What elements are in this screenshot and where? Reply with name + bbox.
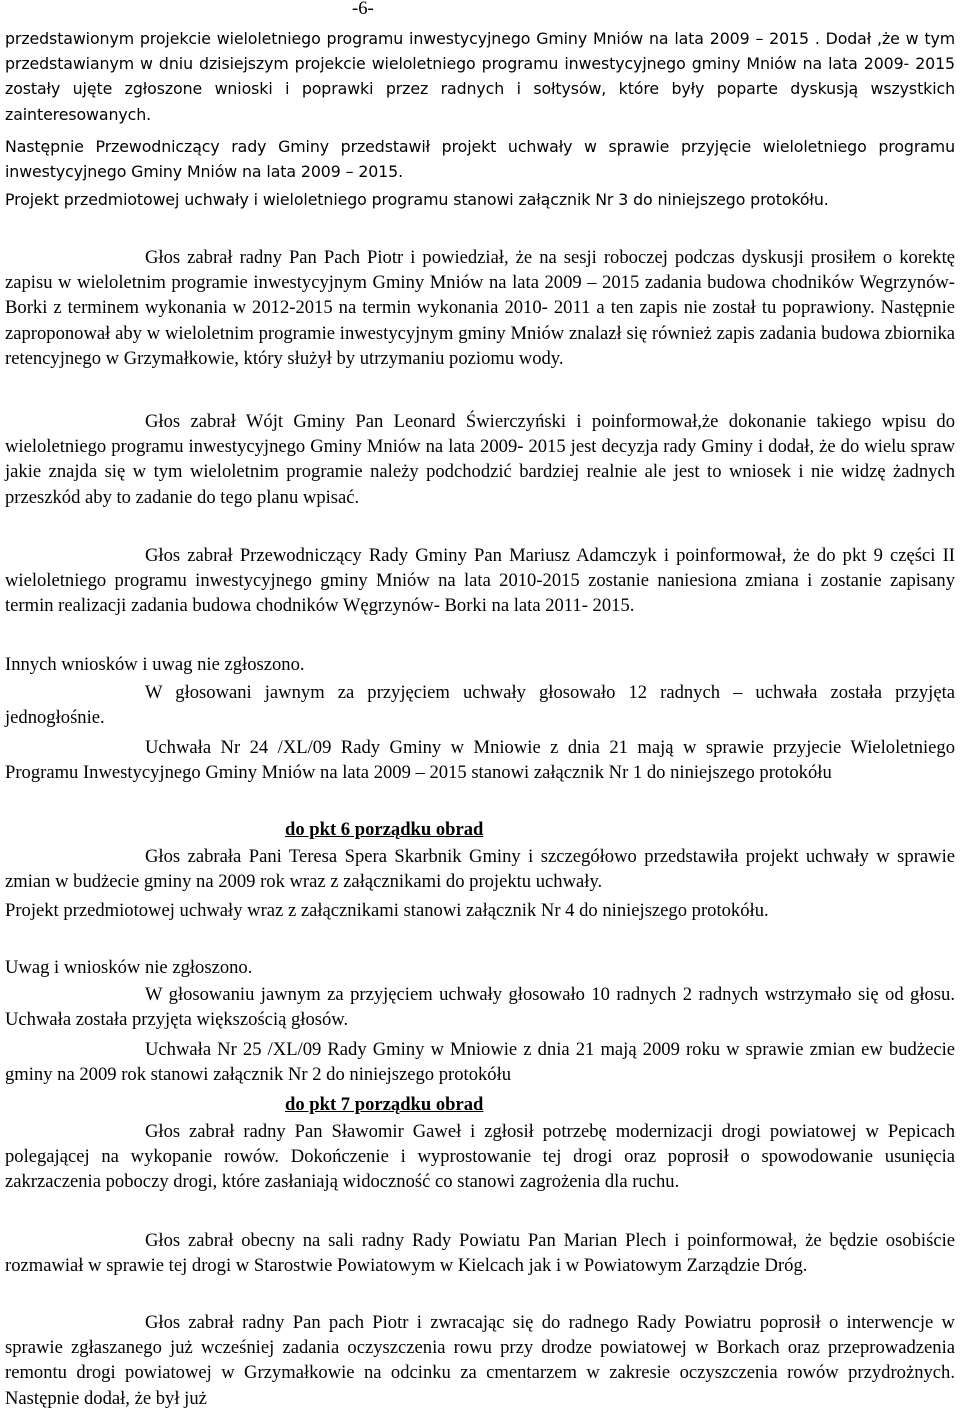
paragraph-text: przedstawionym projekcie wieloletniego programu inwestycyjnego Gminy Mniów na lata 2009 – 2015 . Dodał ,że w tym przedstawianym w dniu dzisiejszym projekcie wieloletniego programu inwestycyjnego gminy Mniów na lata 2009- 2015 zostały ujęte zgłoszone wnioski i poprawki przez radnych i sołtysów, które były poparte dyskusją wszystkich zainteresowanych. bbox=[5, 29, 955, 124]
paragraph-text: Głos zabrał radny Pan pach Piotr i zwracając się do radnego Rady Powiatru poprosił o interwencje w sprawie zgłaszanego już wcześniej zadania oczyszczenia rowu przy drodze powiatowej w Borkach oraz przeprowadzenia remontu drogi powiatowej w Grzymałkowie na odcinku za cmentarzem w zakresie oczyszczenia rowów przydrożnych. Następnie dodał, że był już bbox=[5, 1312, 955, 1409]
paragraph bbox=[5, 735, 955, 785]
paragraph-text: Uwag i wniosków nie zgłoszono. bbox=[5, 957, 253, 978]
paragraph bbox=[5, 245, 955, 371]
section-heading: do pkt 7 porządku obrad bbox=[285, 1094, 484, 1115]
paragraph bbox=[5, 134, 955, 184]
paragraph-text: W głosowani jawnym za przyjęciem uchwały głosowało 12 radnych – uchwała została przyjęta jednogłośnie. bbox=[5, 682, 955, 729]
paragraph-text: Uchwała Nr 24 /XL/09 Rady Gminy w Mniowie z dnia 21 mają w sprawie przyjecie Wieloletniego Programu Inwestycyjnego Gminy Mniów na lata 2009 – 2015 stanowi załącznik Nr 1 do niniejszego protokółu bbox=[5, 737, 955, 784]
paragraph-text: Głos zabrał obecny na sali radny Rady Powiatu Pan Marian Plech i poinformował, że będzie osobiście rozmawiał w sprawie tej drogi w Starostwie Powiatowym w Kielcach jak i w Powiatowym Zarządzie Dróg. bbox=[5, 1230, 955, 1277]
paragraph-text: Głos zabrał Przewodniczący Rady Gminy Pan Mariusz Adamczyk i poinformował, że do pkt 9 części II wieloletniego programu inwestycyjnego gminy Mniów na lata 2010-2015 zostanie naniesiona zmiana i zostanie zapisany termin realizacji zadania budowa chodników Węgrzynów- Borki na lata 2011- 2015. bbox=[5, 545, 955, 617]
section-heading: do pkt 6 porządku obrad bbox=[285, 819, 484, 840]
paragraph bbox=[5, 1119, 955, 1195]
paragraph bbox=[5, 1310, 955, 1411]
paragraph bbox=[5, 652, 955, 677]
paragraph bbox=[5, 982, 955, 1032]
paragraph bbox=[5, 26, 955, 127]
paragraph bbox=[5, 680, 955, 730]
paragraph-text: Uchwała Nr 25 /XL/09 Rady Gminy w Mniowie z dnia 21 mają 2009 roku w sprawie zmian ew budżecie gminy na 2009 rok stanowi załącznik Nr 2 do niniejszego protokółu bbox=[5, 1039, 955, 1086]
paragraph-text: Projekt przedmiotowej uchwały wraz z załącznikami stanowi załącznik Nr 4 do niniejszego protokółu. bbox=[5, 900, 769, 921]
paragraph-text: Głos zabrał radny Pan Sławomir Gaweł i zgłosił potrzebę modernizacji drogi powiatowej w Pepicach polegającej na wykopanie rowów. Dokończenie i wyprostowanie tej drogi oraz poprosił o spowodowanie usunięcia zakrzaczenia poboczy drogi, które zasłaniają widoczność co stanowi zagrożenia dla ruchu. bbox=[5, 1121, 955, 1193]
paragraph bbox=[5, 1228, 955, 1278]
paragraph-text: Głos zabrał Wójt Gminy Pan Leonard Świerczyński i poinformował,że dokonanie takiego wpisu do wieloletniego programu inwestycyjnego Gminy Mniów na lata 2009- 2015 jest decyzja rady Gminy i dodał, że do wielu spraw jakie znajda się w tym wieloletnim programie należy podchodzić bardziej realnie ale jest to wniosek i nie widzę żadnych przeszkód aby to zadanie do tego planu wpisać. bbox=[5, 411, 955, 508]
paragraph bbox=[5, 543, 955, 619]
paragraph bbox=[5, 844, 955, 894]
paragraph-text: Innych wniosków i uwag nie zgłoszono. bbox=[5, 654, 305, 675]
paragraph bbox=[5, 409, 955, 510]
paragraph-text: Projekt przedmiotowej uchwały i wieloletniego programu stanowi załącznik Nr 3 do niniejszego protokółu. bbox=[5, 190, 829, 209]
page-number: -6- bbox=[352, 0, 374, 19]
paragraph bbox=[5, 898, 955, 923]
paragraph-text: W głosowaniu jawnym za przyjęciem uchwały głosowało 10 radnych 2 radnych wstrzymało się od głosu. Uchwała została przyjęta większością głosów. bbox=[5, 984, 955, 1031]
paragraph bbox=[5, 955, 955, 980]
paragraph-text: Głos zabrał radny Pan Pach Piotr i powiedział, że na sesji roboczej podczas dyskusji prosiłem o korektę zapisu w wieloletnim programie inwestycyjnym Gminy Mniów na lata 2009 – 2015 zadania budowa chodników Wegrzynów- Borki z terminem wykonania w 2012-2015 na termin wykonania 2010- 2011 a ten zapis nie został tu poprawiony. Następnie zaproponował aby w wieloletnim programie inwestycyjnym gminy Mniów znalazł się również zapis zadania budowa zbiornika retencyjnego w Grzymałkowie, który służył by utrzymaniu poziomu wody. bbox=[5, 247, 955, 369]
paragraph bbox=[5, 187, 955, 212]
paragraph bbox=[5, 1037, 955, 1087]
paragraph-text: Głos zabrała Pani Teresa Spera Skarbnik Gminy i szczegółowo przedstawiła projekt uchwały w sprawie zmian w budżecie gminy na 2009 rok wraz z załącznikami do projektu uchwały. bbox=[5, 846, 955, 893]
paragraph-text: Następnie Przewodniczący rady Gminy przedstawił projekt uchwały w sprawie przyjęcie wieloletniego programu inwestycyjnego Gminy Mniów na lata 2009 – 2015. bbox=[5, 137, 955, 182]
